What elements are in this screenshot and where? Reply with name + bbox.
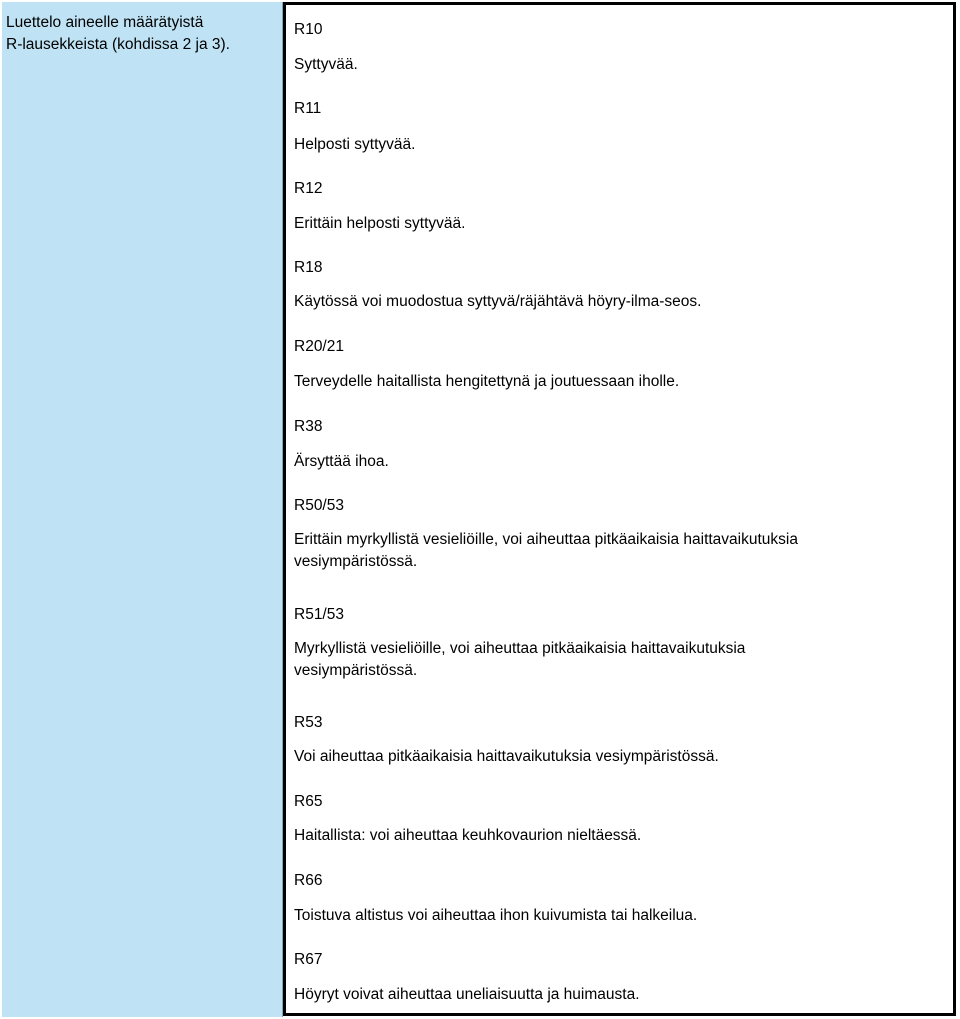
r-phrase-text: vesiympäristössä. bbox=[294, 662, 418, 679]
r-phrase-text: vesiympäristössä. bbox=[294, 553, 418, 570]
r-phrase-text: Helposti syttyvää. bbox=[294, 136, 416, 153]
sidebar-panel bbox=[2, 2, 283, 1017]
r-phrase-text: Erittäin helposti syttyvää. bbox=[294, 215, 466, 232]
r-phrase-code: R18 bbox=[294, 259, 323, 276]
r-phrase-code: R10 bbox=[294, 21, 323, 38]
sidebar-title-line: R-lausekkeista (kohdissa 2 ja 3). bbox=[6, 36, 230, 53]
r-phrase-code: R53 bbox=[294, 714, 323, 731]
r-phrase-code: R67 bbox=[294, 951, 323, 968]
r-phrase-text: Höyryt voivat aiheuttaa uneliaisuutta ja huimausta. bbox=[294, 986, 640, 1003]
r-phrase-code: R12 bbox=[294, 180, 323, 197]
r-phrase-code: R66 bbox=[294, 872, 323, 889]
sidebar-title-line: Luettelo aineelle määrätyistä bbox=[6, 14, 204, 31]
r-phrase-text: Ärsyttää ihoa. bbox=[294, 453, 389, 470]
r-phrase-code: R11 bbox=[294, 100, 322, 117]
r-phrase-text: Haitallista: voi aiheuttaa keuhkovaurion nieltäessä. bbox=[294, 827, 642, 844]
r-phrase-text: Toistuva altistus voi aiheuttaa ihon kuivumista tai halkeilua. bbox=[294, 907, 698, 924]
r-phrase-text: Myrkyllistä vesieliöille, voi aiheuttaa pitkäaikaisia haittavaikutuksia bbox=[294, 640, 746, 657]
r-phrase-code: R51/53 bbox=[294, 606, 344, 623]
sidebar-title bbox=[6, 12, 276, 56]
r-phrase-text: Käytössä voi muodostua syttyvä/räjähtävä höyry-ilma-seos. bbox=[294, 293, 702, 310]
r-phrase-code: R20/21 bbox=[294, 338, 344, 355]
r-phrase-text: Erittäin myrkyllistä vesieliöille, voi aiheuttaa pitkäaikaisia haittavaikutuksia bbox=[294, 531, 798, 548]
r-phrase-panel bbox=[283, 2, 956, 1016]
r-phrase-text: Voi aiheuttaa pitkäaikaisia haittavaikutuksia vesiympäristössä. bbox=[294, 748, 719, 765]
r-phrase-code: R38 bbox=[294, 418, 323, 435]
r-phrase-code: R50/53 bbox=[294, 497, 344, 514]
r-phrase-text: Syttyvää. bbox=[294, 56, 358, 73]
r-phrase-code: R65 bbox=[294, 793, 323, 810]
r-phrase-text: Terveydelle haitallista hengitettynä ja joutuessaan iholle. bbox=[294, 373, 680, 390]
